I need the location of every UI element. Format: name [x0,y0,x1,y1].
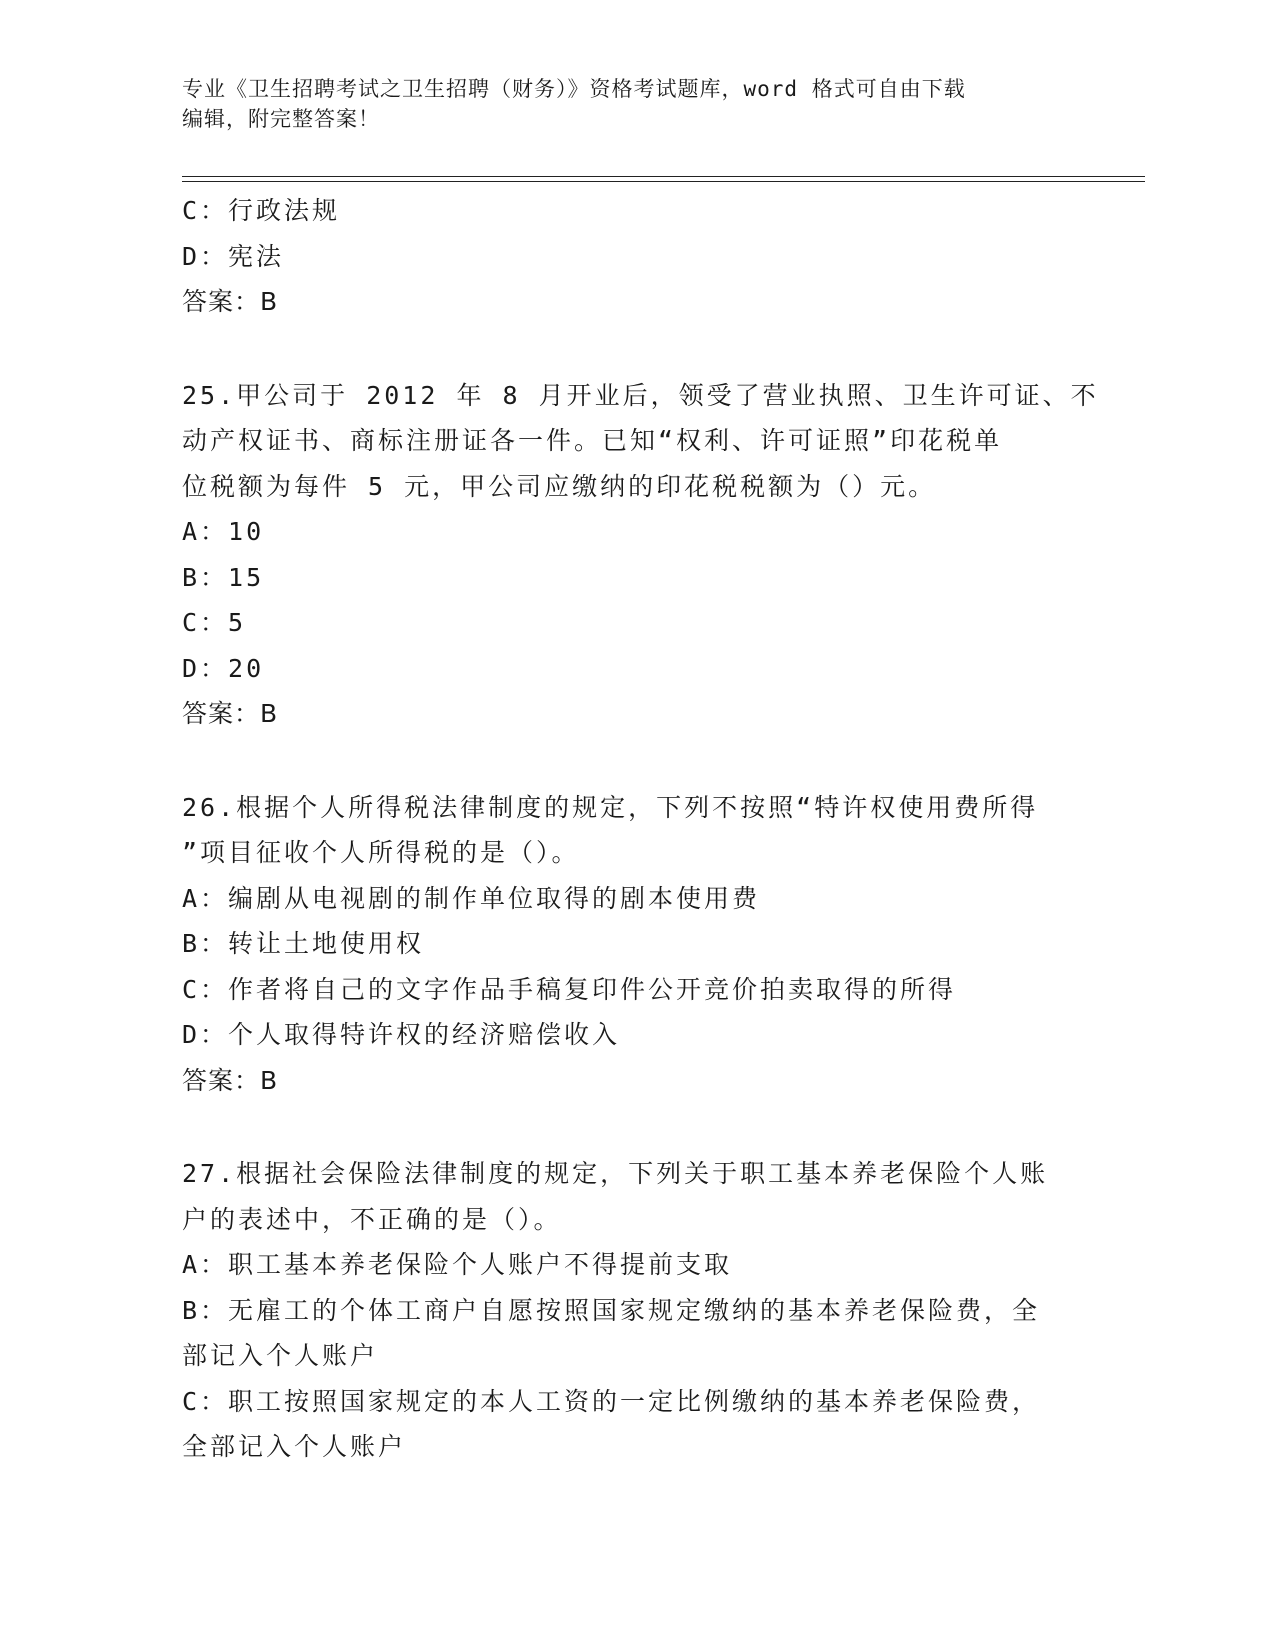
header-line-1: 专业《卫生招聘考试之卫生招聘（财务）》资格考试题库，word 格式可自由下载 [182,77,966,101]
question-text-line: 户的表述中，不正确的是（）。 [182,1204,562,1234]
option-d: D：个人取得特许权的经济赔偿收入 [182,1020,621,1049]
question-text-line: 26.根据个人所得税法律制度的规定，下列不按照“特许权使用费所得 [182,792,1039,822]
option-c: C：职工按照国家规定的本人工资的一定比例缴纳的基本养老保险费， [182,1386,1041,1416]
option-c: C：5 [182,608,247,637]
option-b: B：15 [182,562,265,592]
page-header [182,74,1062,134]
question-25 [182,373,1099,737]
question-27 [182,1151,1082,1470]
question-text-line: ”项目征收个人所得税的是（）。 [182,838,580,867]
option-b: B：无雇工的个体工商户自愿按照国家规定缴纳的基本养老保险费，全 [182,1295,1041,1325]
option-c: C：作者将自己的文字作品手稿复印件公开竞价拍卖取得的所得 [182,974,957,1004]
option-d: D：20 [182,653,265,683]
option-a: A：职工基本养老保险个人账户不得提前支取 [182,1250,733,1279]
option-b-continued: 部记入个人账户 [182,1341,379,1370]
option-d: D：宪法 [182,241,285,271]
option-b: B：转让土地使用权 [182,929,425,958]
option-a: A：编剧从电视剧的制作单位取得的剧本使用费 [182,883,761,913]
answer-line: 答案：B [182,699,279,728]
question-24-tail [182,188,1082,325]
question-list [182,188,1099,1470]
question-text-line: 25.甲公司于 2012 年 8 月开业后，领受了营业执照、卫生许可证、不 [182,380,1099,410]
answer-line: 答案：B [182,1065,279,1095]
answer-line: 答案：B [182,287,279,316]
option-c: C：行政法规 [182,196,341,225]
header-divider-top [182,176,1145,177]
question-text-line: 27.根据社会保险法律制度的规定，下列关于职工基本养老保险个人账 [182,1159,1049,1188]
header-line-2: 编辑，附完整答案！ [182,107,380,131]
question-26 [182,785,1082,1104]
question-text-line: 动产权证书、商标注册证各一件。已知“权利、许可证照”印花税单 [182,426,1003,455]
header-divider-bottom [182,181,1145,182]
option-c-continued: 全部记入个人账户 [182,1432,407,1461]
option-a: A：10 [182,517,265,546]
question-text-line: 位税额为每件 5 元，甲公司应缴纳的印花税税额为（）元。 [182,471,937,501]
